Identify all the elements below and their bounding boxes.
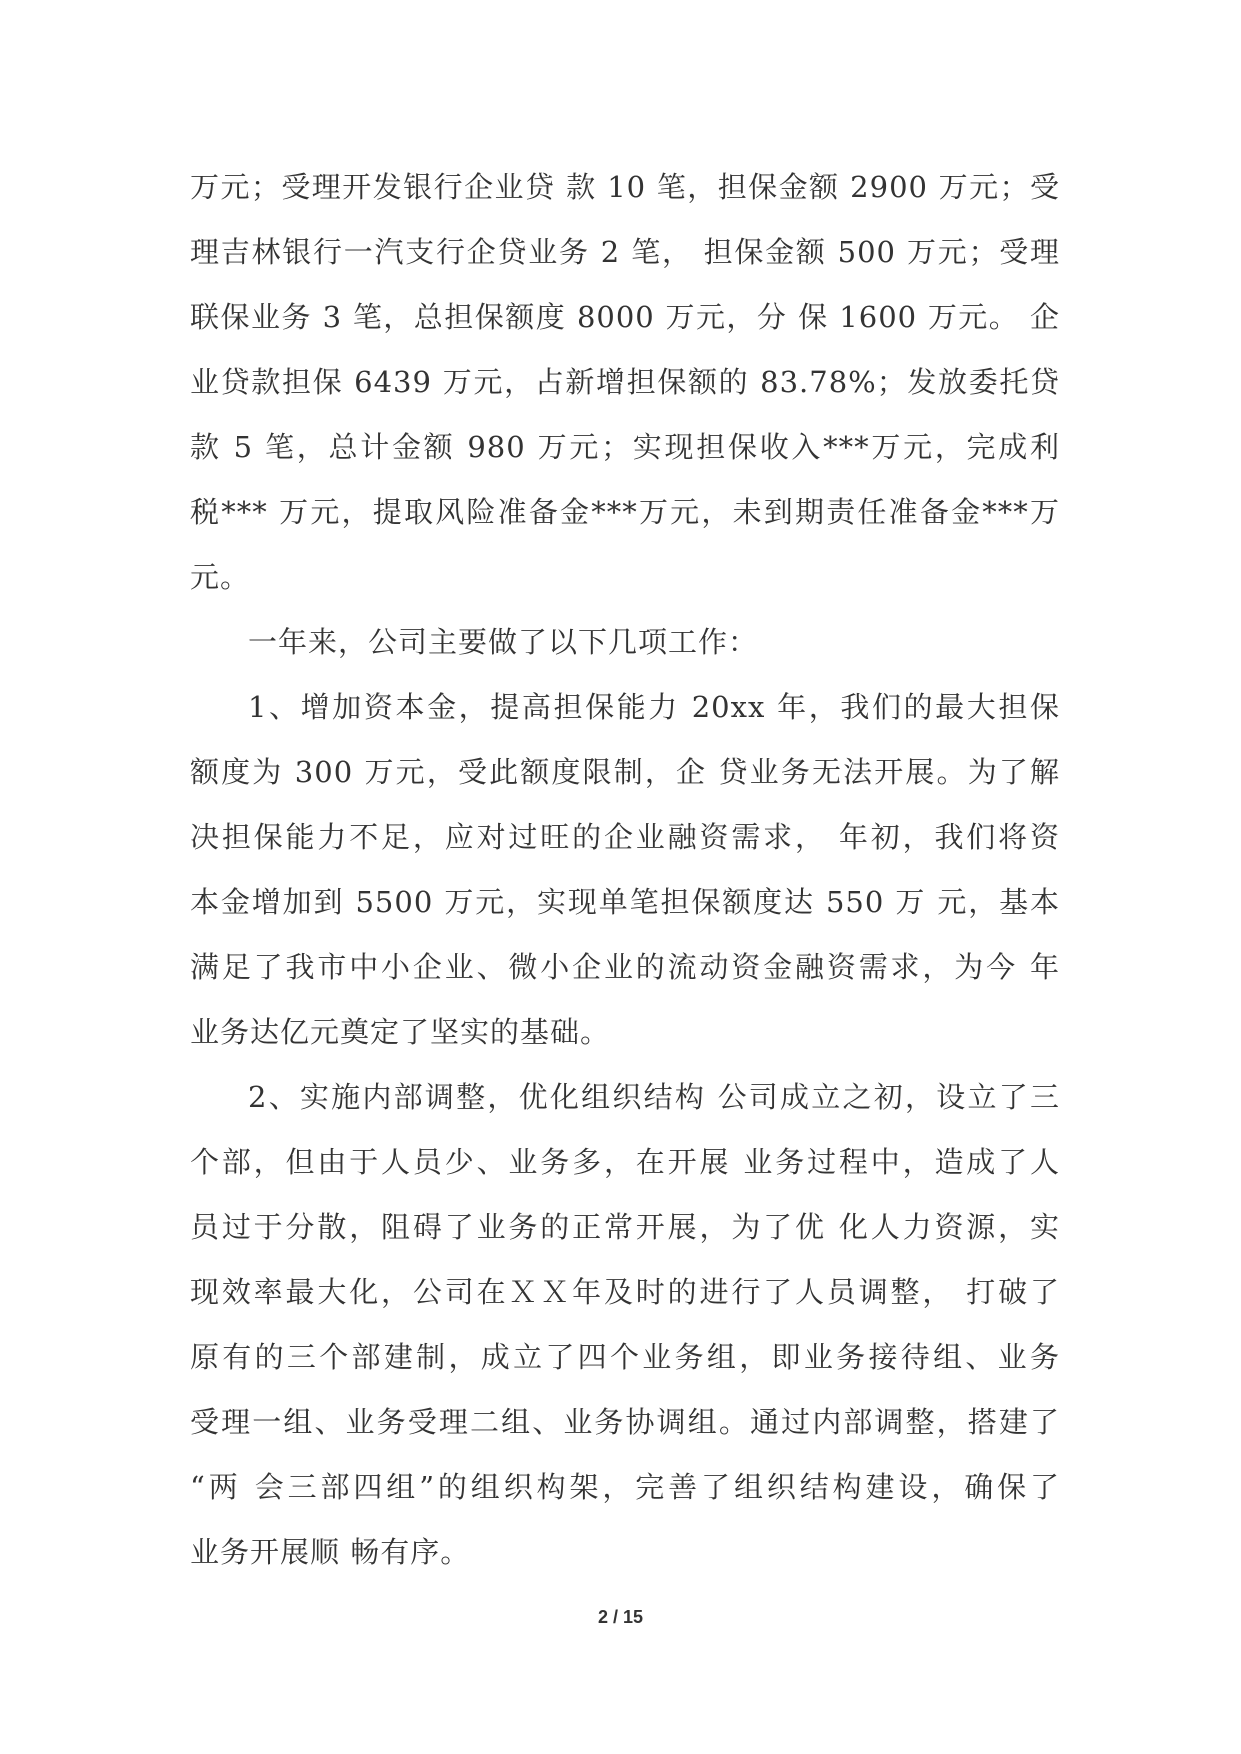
- text-line: 本金增加到 5500 万元，实现单笔担保额度达 550 万 元，基本: [190, 885, 1060, 919]
- text-line: 业务开展顺 畅有序。: [190, 1535, 471, 1569]
- text-line: 联保业务 3 笔，总担保额度 8000 万元，分 保 1600 万元。 企: [190, 300, 1060, 334]
- text-line: 满足了我市中小企业、微小企业的流动资金融资需求，为今 年: [190, 950, 1060, 984]
- text-line: 原有的三个部建制，成立了四个业务组，即业务接待组、业务: [190, 1340, 1060, 1374]
- text-line: 受理一组、业务受理二组、业务协调组。通过内部调整，搭建了: [190, 1405, 1060, 1439]
- text-line: 业贷款担保 6439 万元，占新增担保额的 83.78%；发放委托贷: [190, 365, 1060, 399]
- text-line: 个部，但由于人员少、业务多，在开展 业务过程中，造成了人: [190, 1145, 1060, 1179]
- page-number: 2 / 15: [597, 1607, 644, 1627]
- text-line: 款 5 笔，总计金额 980 万元；实现担保收入***万元，完成利: [190, 430, 1060, 464]
- text-line: 额度为 300 万元，受此额度限制，企 贷业务无法开展。为了解: [190, 755, 1060, 789]
- text-line: 万元；受理开发银行企业贷 款 10 笔，担保金额 2900 万元；受: [190, 170, 1060, 204]
- text-line: 2、实施内部调整，优化组织结构 公司成立之初，设立了三: [248, 1080, 1060, 1114]
- text-line: “两 会三部四组”的组织构架，完善了组织结构建设，确保了: [190, 1470, 1060, 1504]
- text-line: 理吉林银行一汽支行企贷业务 2 笔， 担保金额 500 万元；受理: [190, 235, 1060, 269]
- text-line: 业务达亿元奠定了坚实的基础。: [190, 1015, 611, 1049]
- text-line: 现效率最大化，公司在ＸＸ年及时的进行了人员调整， 打破了: [190, 1275, 1060, 1309]
- paragraph-item-1-capital: [190, 675, 1060, 1065]
- text-line: 元。: [190, 560, 251, 594]
- text-line: 税*** 万元，提取风险准备金***万元，未到期责任准备金***万: [190, 495, 1060, 529]
- text-line: 决担保能力不足，应对过旺的企业融资需求， 年初，我们将资: [190, 820, 1060, 854]
- text-line: 员过于分散，阻碍了业务的正常开展，为了优 化人力资源，实: [190, 1210, 1060, 1244]
- text-line: 1、增加资本金，提高担保能力 20xx 年，我们的最大担保: [248, 690, 1060, 724]
- paragraph-intro: [190, 610, 1060, 675]
- document-body: [190, 155, 1060, 1585]
- paragraph-item-2-restructure: [190, 1065, 1060, 1585]
- text-line: 一年来，公司主要做了以下几项工作：: [248, 625, 759, 659]
- paragraph-summary-figures: [190, 155, 1060, 610]
